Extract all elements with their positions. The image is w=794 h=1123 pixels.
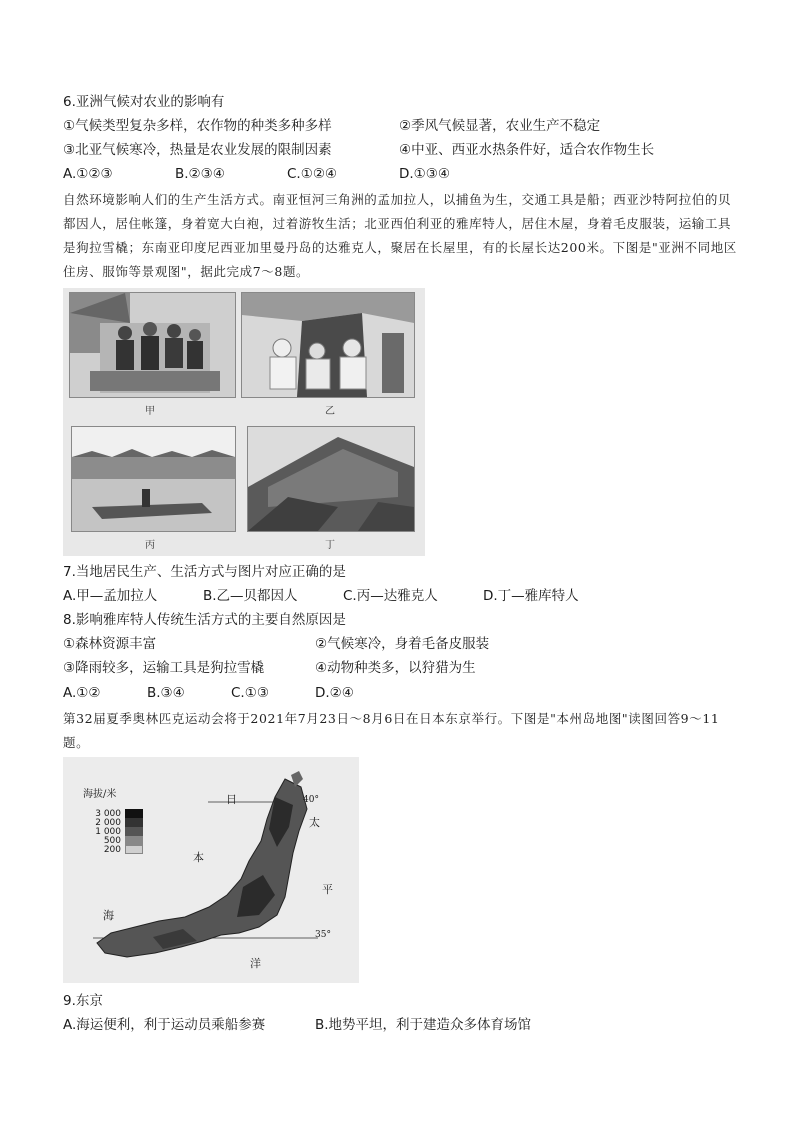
label-ben: 本 xyxy=(193,851,204,864)
q7-option-a: A.甲—孟加拉人 xyxy=(63,588,158,604)
latitude-35: 35° xyxy=(315,930,331,940)
passage-2: 第32届夏季奥林匹克运动会将于2021年7月23日～8月6日在日本东京举行。下图是"本州岛地图"读图回答9～11题。 xyxy=(63,711,720,750)
passage-1: 自然环境影响人们的生产生活方式。南亚恒河三角洲的孟加拉人，以捕鱼为生，交通工具是船；西亚沙特阿拉伯的贝都因人，居住帐篷，身着宽大白袍，过着游牧生活；北亚西伯利亚的雅库特人，居住木屋，身着毛皮服装，运输工具是狗拉雪橇；东南亚印度尼西亚加里曼丹岛的达雅克人，聚居在长屋里，有的长屋长达200米。下图是"亚洲不同地区住房、服饰等景观图"，据此完成7～8题。 xyxy=(63,192,737,279)
q6-option-c: C.①②④ xyxy=(287,166,338,182)
q8-option-a: A.①② xyxy=(63,685,101,701)
legend-swatch xyxy=(125,845,143,854)
legend-value: 1 000 xyxy=(95,826,121,837)
label-yang: 洋 xyxy=(250,957,261,970)
q6-item-3: ③北亚气候寒冷，热量是农业发展的限制因素 xyxy=(63,142,332,158)
legend-value: 2 000 xyxy=(95,817,121,828)
caption-jia: 甲 xyxy=(145,406,155,417)
label-tai: 太 xyxy=(309,816,320,829)
q9-option-a: A.海运便利，利于运动员乘船参赛 xyxy=(63,1017,266,1033)
latitude-40: 40° xyxy=(303,795,319,805)
legend-row-200 xyxy=(77,845,157,854)
q8-option-b: B.③④ xyxy=(147,685,185,701)
legend-swatch xyxy=(125,827,143,836)
q9-option-b: B.地势平坦，利于建造众多体育场馆 xyxy=(315,1017,532,1033)
q8-item-4: ④动物种类多，以狩猎为生 xyxy=(315,660,476,676)
photo-jia xyxy=(69,292,236,398)
q8-item-2: ②气候寒冷，身着毛备皮服装 xyxy=(315,636,490,652)
q8-item-1: ①森林资源丰富 xyxy=(63,636,157,652)
q6-item-2: ②季风气候显著，农业生产不稳定 xyxy=(399,118,601,134)
landscape-figure xyxy=(63,288,425,556)
q7-stem: 7.当地居民生产、生活方式与图片对应正确的是 xyxy=(63,564,346,580)
legend-swatch xyxy=(125,809,143,818)
label-ri: 日 xyxy=(226,793,237,806)
q6-item-4: ④中亚、西亚水热条件好，适合农作物生长 xyxy=(399,142,655,158)
caption-ding: 丁 xyxy=(325,540,335,551)
legend-value: 500 xyxy=(103,835,121,846)
photo-ding xyxy=(247,426,415,532)
photo-bing xyxy=(71,426,236,532)
honshu-map xyxy=(63,757,359,983)
legend-title: 海拔/米 xyxy=(83,789,117,800)
q6-item-1: ①气候类型复杂多样，农作物的种类多种多样 xyxy=(63,118,332,134)
q8-item-3: ③降雨较多，运输工具是狗拉雪橇 xyxy=(63,660,265,676)
q6-option-d: D.①③④ xyxy=(399,166,450,182)
q8-option-d: D.②④ xyxy=(315,685,354,701)
label-ping: 平 xyxy=(322,883,333,896)
legend-swatch xyxy=(125,818,143,827)
q7-option-c: C.丙—达雅克人 xyxy=(343,588,438,604)
q6-stem: 6.亚洲气候对农业的影响有 xyxy=(63,94,225,110)
legend-swatch xyxy=(125,836,143,845)
legend-value: 200 xyxy=(103,844,121,855)
photo-yi xyxy=(241,292,415,398)
q9-stem: 9.东京 xyxy=(63,993,103,1009)
q6-option-a: A.①②③ xyxy=(63,166,113,182)
label-hai: 海 xyxy=(103,909,114,922)
q7-option-d: D.丁—雅库特人 xyxy=(483,588,579,604)
caption-bing: 丙 xyxy=(145,540,155,551)
caption-yi: 乙 xyxy=(325,406,335,417)
q7-option-b: B.乙—贝都因人 xyxy=(203,588,298,604)
q8-stem: 8.影响雅库特人传统生活方式的主要自然原因是 xyxy=(63,612,346,628)
elevation-legend xyxy=(77,809,157,854)
q6-option-b: B.②③④ xyxy=(175,166,225,182)
q8-option-c: C.①③ xyxy=(231,685,269,701)
legend-value: 3 000 xyxy=(95,808,121,819)
